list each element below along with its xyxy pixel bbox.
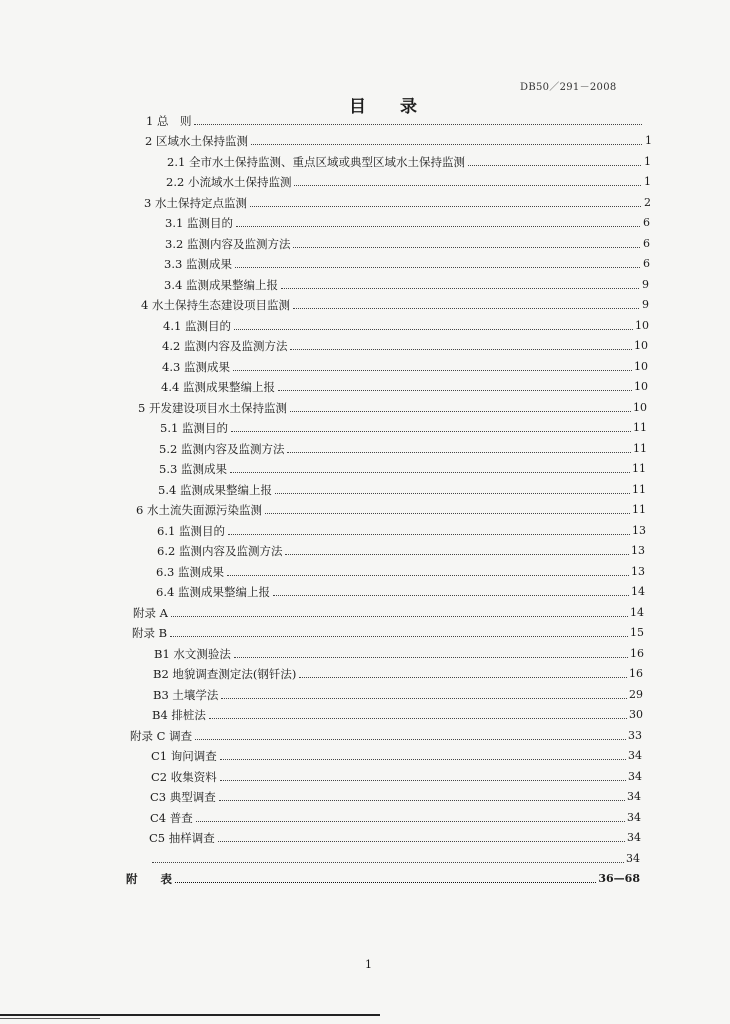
toc-entry[interactable] [165,235,650,251]
dot-leader [220,759,626,760]
toc-entry-label: 3.1 监测目的 [165,216,233,230]
toc-entry-page: 34 [627,831,641,844]
toc-entry-label: C5 抽样调查 [149,831,215,845]
toc-entry-page: 34 [628,749,642,762]
dot-leader [234,657,628,658]
toc-entry-label: 4.4 监测成果整编上报 [161,380,275,394]
toc-entry[interactable] [141,296,649,312]
dot-leader [290,349,632,350]
toc-entry-page: 11 [632,483,646,496]
toc-entry-label: 3.3 监测成果 [164,257,232,271]
dot-leader [290,411,631,412]
toc-entry-page: 1 [644,155,651,168]
dot-leader [227,575,629,576]
toc-entry[interactable] [133,604,644,620]
toc-entry-label: 6.4 监测成果整编上报 [156,585,270,599]
toc-entry-page: 11 [632,462,646,475]
toc-entry[interactable] [153,665,643,681]
dot-leader [275,493,630,494]
toc-entry[interactable] [146,112,652,128]
toc-entry-label: B1 水文测验法 [154,647,231,661]
toc-entry[interactable] [159,440,647,456]
dot-leader [195,739,626,740]
toc-entry-label: 5 开发建设项目水土保持监测 [138,401,287,415]
toc-entry[interactable] [156,563,645,579]
toc-entry[interactable] [158,481,646,497]
toc-entry-page: 16 [630,647,644,660]
toc-entry[interactable] [162,358,648,374]
toc-entry-page: 6 [643,257,650,270]
toc-entry[interactable] [151,768,642,784]
dot-leader [273,595,629,596]
toc-entry[interactable] [138,399,647,415]
dot-leader [233,370,632,371]
toc-entry-label: 附录 B [132,626,168,640]
dot-leader [196,821,625,822]
toc-entry-label: C2 收集资料 [151,770,217,784]
dot-leader [194,124,642,125]
toc-entry[interactable] [130,727,642,743]
toc-entry[interactable] [149,850,640,866]
toc-entry[interactable] [163,317,649,333]
dot-leader [468,165,641,166]
toc-entry-label: 6.2 监测内容及监测方法 [157,544,283,558]
toc-entry[interactable] [136,501,646,517]
toc-entry[interactable] [154,645,644,661]
toc-entry[interactable] [162,337,648,353]
toc-entry-page: 13 [631,565,645,578]
toc-entry-label: C3 典型调查 [150,790,216,804]
toc-entry-label: 5.4 监测成果整编上报 [158,483,272,497]
toc-entry[interactable] [159,460,646,476]
toc-entry-page: 15 [630,626,644,639]
toc-entry[interactable] [152,706,643,722]
dot-leader [175,882,596,883]
dot-leader [281,288,639,289]
document-code: DB50／291－2008 [520,82,617,93]
toc-entry-label: 4.1 监测目的 [163,319,231,333]
toc-entry-page: 34 [626,852,640,865]
toc-entry-page: 34 [627,811,641,824]
toc-entry-label: C1 询问调查 [151,749,217,763]
toc-entry-page: 11 [633,421,647,434]
toc-entry-label: 2.1 全市水土保持监测、重点区域或典型区域水土保持监测 [167,155,465,169]
toc-entry[interactable] [164,276,649,292]
toc-entry-page: 9 [642,298,649,311]
toc-entry[interactable] [160,419,647,435]
toc-entry[interactable] [165,214,650,230]
dot-leader [220,780,626,781]
dot-leader [250,206,641,207]
toc-entry-page: 14 [631,585,645,598]
dot-leader [230,472,630,473]
toc-entry[interactable] [150,788,641,804]
toc-entry-page: 2 [644,196,651,209]
dot-leader [293,308,639,309]
toc-entry[interactable] [151,747,642,763]
toc-entry-label: 5.3 监测成果 [159,462,227,476]
toc-entry-label: 3 水土保持定点监测 [144,196,247,210]
dot-leader [171,616,628,617]
toc-entry-page: 1 [644,175,651,188]
toc-entry[interactable] [126,870,640,886]
toc-entry-page: 10 [634,380,648,393]
toc-entry[interactable] [132,624,644,640]
toc-entry-label: 4.2 监测内容及监测方法 [162,339,288,353]
dot-leader [285,554,629,555]
dot-leader [278,390,632,391]
toc-entry-label: 2 区域水土保持监测 [145,134,248,148]
dot-leader [293,247,640,248]
toc-entry[interactable] [144,194,651,210]
toc-entry-page: 9 [642,278,649,291]
toc-entry[interactable] [167,153,651,169]
dot-leader [170,636,628,637]
dot-leader [234,329,633,330]
bottom-rule [0,1014,380,1016]
toc-entry[interactable] [149,829,641,845]
dot-leader [236,226,640,227]
dot-leader [152,862,624,863]
toc-entry-page: 13 [632,524,646,537]
dot-leader [251,144,642,145]
toc-entry[interactable] [157,522,646,538]
dot-leader [209,718,627,719]
toc-entry-label: B4 排桩法 [152,708,206,722]
toc-entry[interactable] [150,809,641,825]
toc-entry-page: 34 [628,770,642,783]
toc-entry[interactable] [161,378,648,394]
toc-entry-label: 1 总 则 [146,114,192,128]
toc-entry-page: 6 [643,216,650,229]
toc-entry-label: 6.3 监测成果 [156,565,224,579]
toc-entry-page: 36—68 [598,872,640,885]
toc-entry-label: C4 普查 [150,811,193,825]
toc-entry-page: 10 [634,360,648,373]
dot-leader [231,431,631,432]
toc-entry-label: 4 水土保持生态建设项目监测 [141,298,290,312]
toc-entry-label: 附录 C 调查 [130,729,193,743]
toc-entry-page: 1 [645,134,652,147]
toc-entry-page: 30 [629,708,643,721]
toc-entry-label: 6.1 监测目的 [157,524,225,538]
toc-entry-page: 14 [630,606,644,619]
toc-entry-label: 4.3 监测成果 [162,360,230,374]
dot-leader [221,698,627,699]
toc-entry[interactable] [156,583,645,599]
dot-leader [287,452,631,453]
dot-leader [218,841,625,842]
toc-entry-label: B2 地貌调查测定法(钢钎法) [153,667,297,681]
dot-leader [265,513,630,514]
toc-entry-page: 10 [634,339,648,352]
toc-entry-page: 34 [627,790,641,803]
toc-entry-page: 29 [629,688,643,701]
toc-entry-page: 11 [633,442,647,455]
bottom-rule-secondary [0,1018,100,1019]
toc-entry[interactable] [166,173,651,189]
toc-entry-page: 10 [635,319,649,332]
toc-entry-label: 附 表 [126,872,172,886]
dot-leader [299,677,627,678]
toc-entry-label: 2.2 小流域水土保持监测 [166,175,292,189]
toc-entry-label: 6 水土流失面源污染监测 [136,503,262,517]
page-title: 目 录 [349,97,431,117]
dot-leader [235,267,640,268]
toc-entry[interactable] [157,542,645,558]
toc-entry-page: 10 [633,401,647,414]
toc-entry-label: 5.2 监测内容及监测方法 [159,442,285,456]
toc-entry-label: B3 土壤学法 [153,688,219,702]
toc-entry-page: 13 [631,544,645,557]
toc-entry-page: 16 [629,667,643,680]
toc-entry-label: 附录 A [133,606,168,620]
dot-leader [294,185,641,186]
toc-entry-label: 5.1 监测目的 [160,421,228,435]
toc-entry[interactable] [164,255,650,271]
toc-entry-label: 3.2 监测内容及监测方法 [165,237,291,251]
dot-leader [228,534,630,535]
toc-entry-page: 11 [632,503,646,516]
page-number: 1 [365,958,372,971]
dot-leader [219,800,625,801]
toc-entry-page: 33 [628,729,642,742]
toc-entry-page: 6 [643,237,650,250]
toc-entry[interactable] [145,132,652,148]
toc-entry[interactable] [153,686,643,702]
toc-entry-label: 3.4 监测成果整编上报 [164,278,278,292]
